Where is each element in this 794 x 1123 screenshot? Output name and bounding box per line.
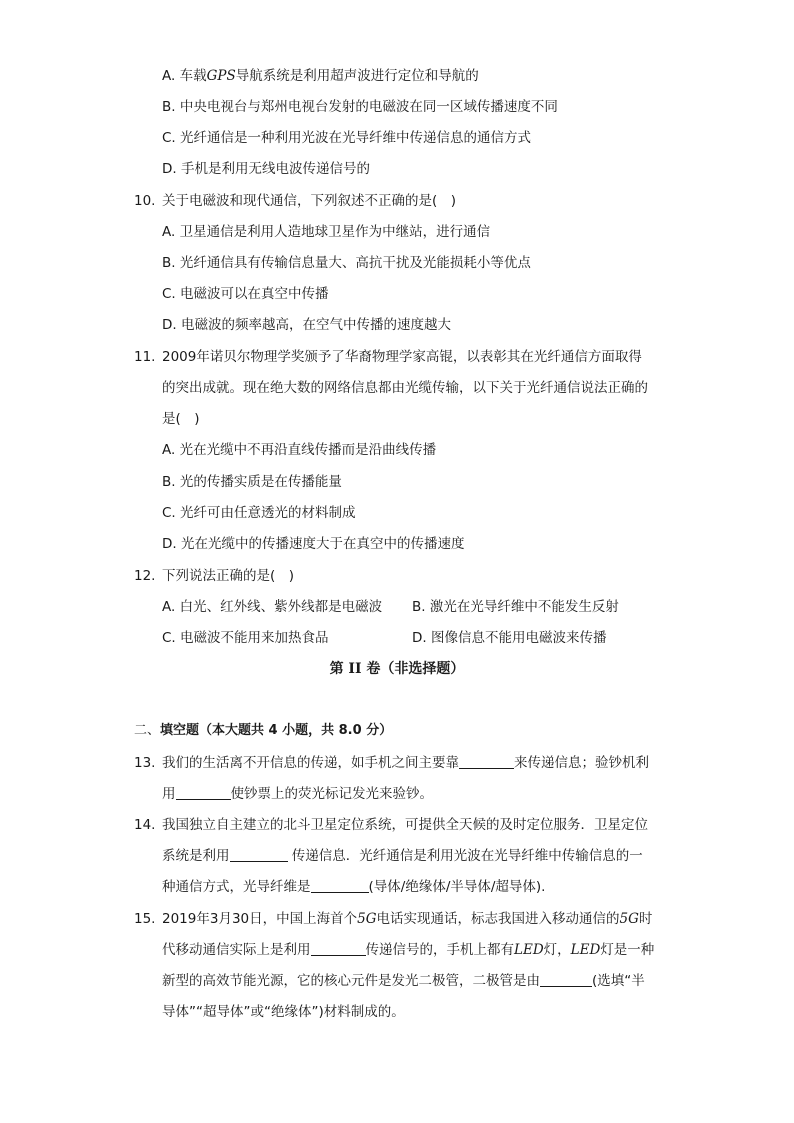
q13-line-1: 我们的生活离不开信息的传递，如手机之间主要靠 来传递信息；验钞机利 (162, 755, 649, 771)
q12-stem: 下列说法正确的是( ) (162, 568, 295, 584)
q15-number: 15. (134, 911, 156, 927)
q13-blank-2[interactable] (176, 785, 231, 800)
q9-option-c: C. 光纤通信是一种利用光波在光导纤维中传递信息的通信方式 (162, 130, 532, 146)
q13-line-2: 用 使钞票上的荧光标记发光来验钞。 (162, 786, 433, 802)
q14-line-3: 种通信方式，光导纤维是 (导体/绝缘体/半导体/超导体). (162, 879, 546, 895)
q12-number: 12. (134, 568, 156, 584)
q15-line-1: 2019年3月30日，中国上海首个5G电话实现通话，标志我国进入移动通信的5G时 (162, 911, 653, 927)
q12-option-a: A. 白光、红外线、紫外线都是电磁波 (162, 599, 383, 615)
q10-stem: 关于电磁波和现代通信，下列叙述不正确的是( ) (162, 193, 457, 209)
q10-option-b: B. 光纤通信具有传输信息量大、高抗干扰及光能损耗小等优点 (162, 255, 531, 271)
q15-line-4: 导体”“超导体”或“绝缘体”)材料制成的。 (162, 1004, 405, 1020)
q11-stem-line-3: 是( ) (162, 411, 200, 427)
q14-number: 14. (134, 817, 156, 833)
q15-blank-2[interactable] (540, 972, 592, 987)
q14-blank-1[interactable] (230, 847, 288, 862)
q11-option-d: D. 光在光缆中的传播速度大于在真空中的传播速度 (162, 536, 465, 552)
section2-heading: 二、填空题（本大题共 4 小题，共 8.0 分） (134, 723, 393, 738)
q15-line-2: 代移动通信实际上是利用 传递信号的，手机上都有LED灯，LED灯是一种 (162, 942, 655, 958)
q10-option-c: C. 电磁波可以在真空中传播 (162, 286, 329, 302)
q11-option-b: B. 光的传播实质是在传播能量 (162, 474, 342, 490)
q11-stem-line-2: 的突出成就。现在绝大数的网络信息都由光缆传输，以下关于光纤通信说法正确的 (162, 380, 648, 396)
q12-option-d: D. 图像信息不能用电磁波来传播 (412, 630, 607, 646)
q11-option-a: A. 光在光缆中不再沿直线传播而是沿曲线传播 (162, 442, 437, 458)
q9-option-d: D. 手机是利用无线电波传递信号的 (162, 161, 370, 177)
q13-blank-1[interactable] (459, 754, 514, 769)
q14-line-2: 系统是利用 传递信息．光纤通信是利用光波在光导纤维中传输信息的一 (162, 848, 643, 864)
q11-number: 11. (134, 349, 156, 365)
part2-title: 第 II 卷（非选择题） (329, 661, 465, 677)
q11-option-c: C. 光纤可由任意透光的材料制成 (162, 505, 356, 521)
q9-option-b: B. 中央电视台与郑州电视台发射的电磁波在同一区域传播速度不同 (162, 99, 558, 115)
q14-blank-2[interactable] (311, 878, 369, 893)
q10-option-d: D. 电磁波的频率越高，在空气中传播的速度越大 (162, 317, 451, 333)
q15-line-3: 新型的高效节能光源，它的核心元件是发光二极管，二极管是由 (选填“半 (162, 973, 645, 989)
q12-option-b: B. 激光在光导纤维中不能发生反射 (412, 599, 619, 615)
q10-option-a: A. 卫星通信是利用人造地球卫星作为中继站，进行通信 (162, 224, 491, 240)
q9-option-a: A. 车载GPS导航系统是利用超声波进行定位和导航的 (162, 68, 479, 84)
q10-number: 10. (134, 193, 156, 209)
q13-number: 13. (134, 755, 156, 771)
q14-line-1: 我国独立自主建立的北斗卫星定位系统，可提供全天候的及时定位服务．卫星定位 (162, 817, 648, 833)
q12-option-c: C. 电磁波不能用来加热食品 (162, 630, 329, 646)
q15-blank-1[interactable] (311, 941, 366, 956)
q11-stem-line-1: 2009年诺贝尔物理学奖颁予了华裔物理学家高锟，以表彰其在光纤通信方面取得 (162, 349, 642, 365)
